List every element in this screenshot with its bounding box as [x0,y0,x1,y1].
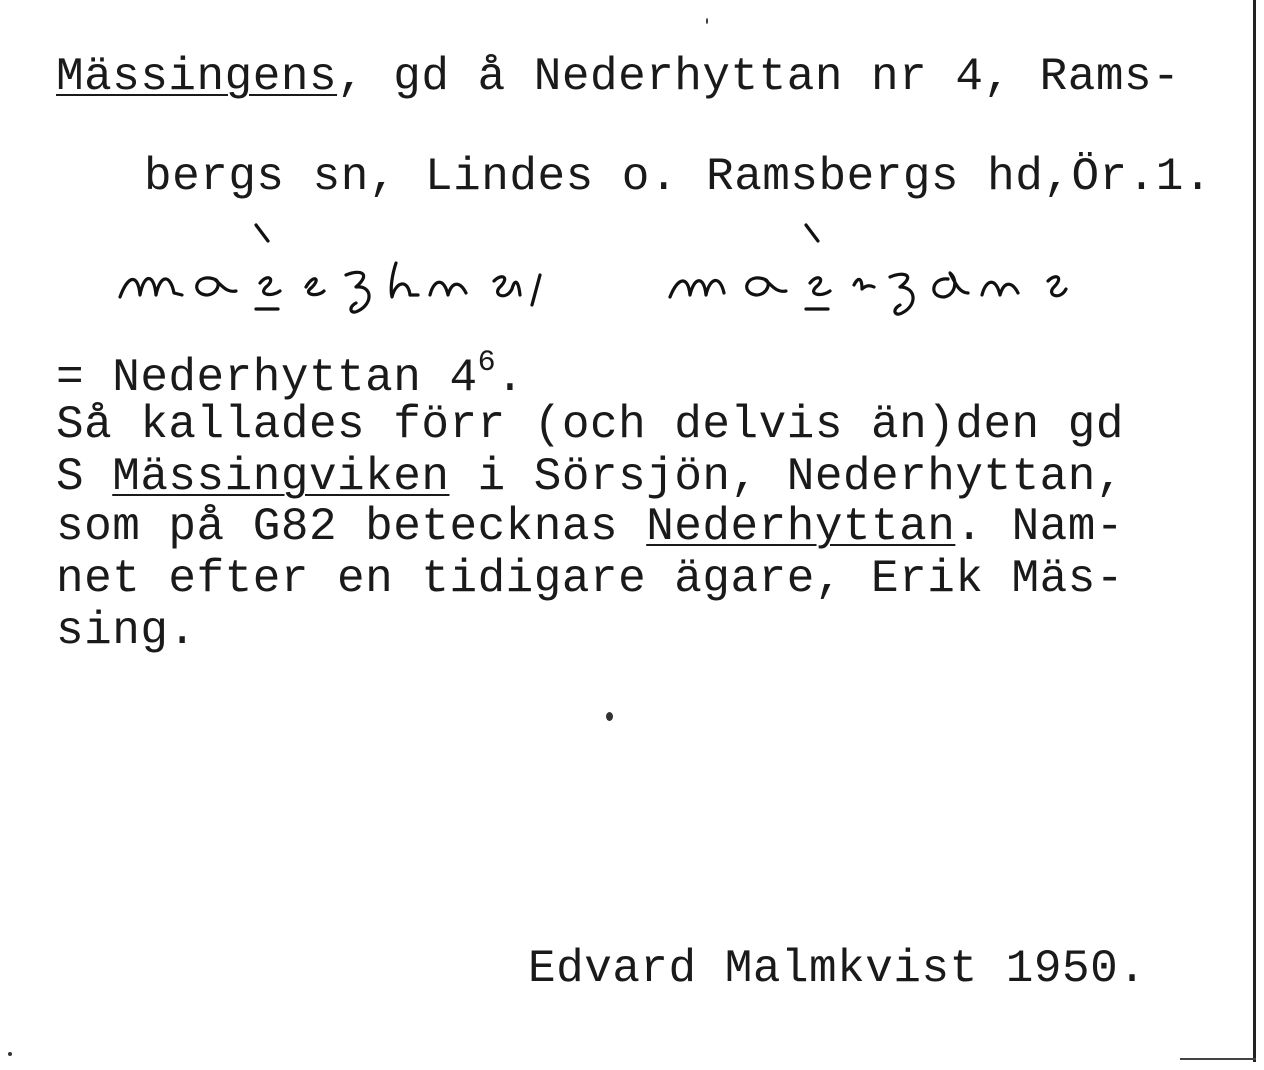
entry-line-6 [56,502,1124,552]
entry-line-3-end: . [496,352,525,404]
ink-speck [8,1052,12,1056]
cross-reference: = Nederhyttan 4 [56,352,478,404]
entry-line-1-rest: , gd å Nederhyttan nr 4, Rams- [337,51,1181,103]
entry-line-6-prefix: som på G82 betecknas [56,501,647,553]
entry-line-8: sing. [56,605,197,657]
headword: Mässingens [56,51,338,103]
handwritten-phonetic-transcription-icon [110,215,1170,325]
entry-line-2: bergs sn, Lindes o. Ramsbergs hd,Ör.1. [144,151,1212,203]
ink-speck [706,18,708,24]
entry-line-3 [56,338,524,403]
entry-line-6-rest: . Nam- [955,501,1124,553]
signature: Edvard Malmkvist 1950. [528,943,1147,995]
underlined-place-name-2: Nederhyttan [646,501,956,553]
card-edge-right [1253,0,1256,1062]
card-edge-bottom [1180,1058,1256,1060]
entry-line-4: Så kallades förr (och delvis än)den gd [56,399,1124,451]
ink-speck [606,712,613,721]
entry-line-5-prefix: S [56,451,113,503]
underlined-place-name-1: Mässingviken [112,451,450,503]
entry-line-7: net efter en tidigare ägare, Erik Mäs- [56,553,1124,605]
superscript-number: 6 [477,346,497,380]
entry-line-1 [56,52,1180,102]
entry-line-5-rest: i Sörsjön, Nederhyttan, [449,451,1124,503]
entry-line-5 [56,452,1124,502]
